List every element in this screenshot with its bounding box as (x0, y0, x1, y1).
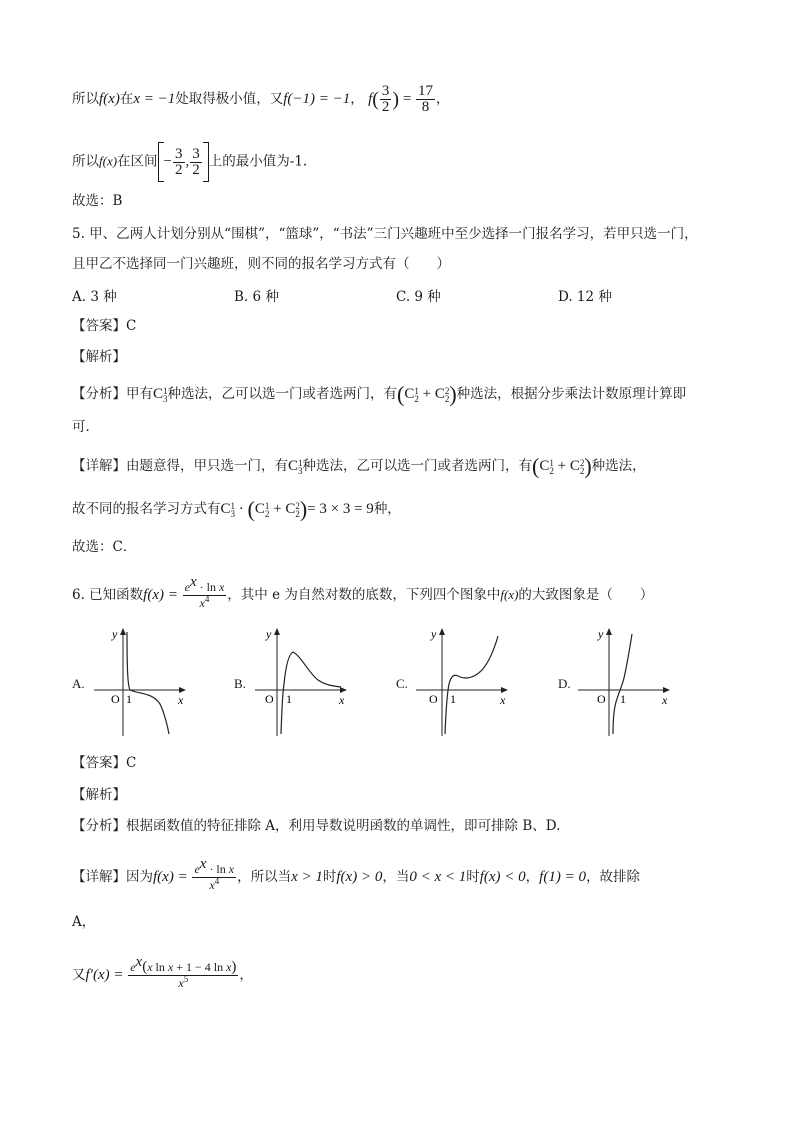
axis-x-label: x (339, 693, 345, 707)
text: 所以 (72, 91, 99, 107)
paren: ( (247, 496, 255, 522)
math-x-gt-1: x > 1 (291, 869, 323, 885)
option-d: D. 12 种 (558, 289, 612, 305)
detail-6-line-1: 【详解】因为f(x) = $\frac{e^x \cdot \ln x}{x^4}$ ，所以当x > 1时f(x) > 0，当0 < x < 1时f(x) < 0，f(1) = 0，故排除 (72, 856, 640, 892)
paren: ( (372, 88, 379, 111)
option-a: A. 3 种 (72, 289, 117, 305)
combination-c21: C 1 2 (539, 457, 554, 476)
fraction-derivative: $\frac{e^x(x \ln x + 1 - 4 \ln x)}{x^5}$ (130, 954, 237, 990)
text: ， (350, 91, 364, 107)
math-fx: f(x) (99, 91, 120, 107)
text: 在 (119, 91, 134, 107)
text: 处取得极小值，又 (175, 91, 284, 107)
minus: − (163, 153, 173, 170)
combination-c31: C 1 3 (153, 385, 168, 404)
graph-label-d: D. (558, 676, 571, 691)
origin-label: O (429, 692, 438, 706)
paren: ) (299, 496, 308, 522)
tick-1: 1 (450, 692, 456, 706)
text-line-1 (72, 84, 450, 115)
combination-c22: C 2 2 (569, 457, 585, 476)
graph-label-b: B. (234, 676, 246, 691)
equals: = (399, 91, 416, 107)
fraction-ex-lnx-x4: $\frac{e^x \cdot \ln x}{x^4}$ (184, 574, 225, 610)
axis-x-label: x (500, 693, 506, 707)
paren: ( (532, 453, 540, 479)
fraction-3-2: $\frac{3}{2}$ (381, 83, 390, 115)
option-c: C. 9 种 (396, 289, 441, 305)
detail-5-line-1: 【详解】由题意得，甲只选一门，有C 1 3 种选法，乙可以选一门或者选两门，有(C 1 2 + C 2 2 )种选法， (72, 453, 646, 479)
question-5-line-1: 5. 甲、乙两人计划分别从“围棋”，“篮球”，“书法”三门兴趣班中至少选择一门报名学习，若甲只选一门， (72, 226, 698, 242)
axis-y-label: y (598, 627, 604, 641)
origin-label: O (111, 692, 120, 706)
tick-1: 1 (620, 692, 626, 706)
combination-c22: C 2 2 (285, 500, 300, 519)
math-f1-eq-0: f(1) = 0 (539, 869, 586, 885)
axis-x-label: x (662, 693, 668, 707)
text: 上的最小值为 (208, 153, 290, 170)
text-line-2 (72, 142, 307, 182)
detail-5-line-2: 故不同的报名学习方式有C 1 3 · (C 1 2 + C 2 2 )= 3 × 3 = 9种， (72, 496, 401, 522)
origin-label: O (265, 692, 274, 706)
math-fx-lt-0: f(x) < 0 (479, 869, 526, 885)
text: ， (436, 91, 450, 107)
graph-c (414, 624, 514, 740)
tick-1: 1 (126, 692, 132, 706)
fraction-17-8: $\frac{17}{8}$ (418, 83, 434, 115)
paren: ( (397, 381, 405, 407)
math-f-m1: f(−1) = −1 (283, 91, 351, 107)
fraction-ex-lnx-x4: $\frac{e^x \cdot \ln x}{x^4}$ (194, 856, 235, 892)
combination-c31: C 1 3 (220, 500, 236, 519)
paren: ) (392, 88, 400, 111)
fraction-3-2: $\frac{3}{2}$ (192, 145, 200, 178)
axis-y-label: y (266, 627, 272, 641)
text: 所以 (72, 153, 99, 170)
plus: + (269, 501, 286, 517)
equation: = 3 × 3 = 9 (307, 501, 374, 517)
graph-label-c: C. (396, 676, 408, 691)
origin-label: O (597, 692, 606, 706)
analysis-6-heading: 【解析】 (72, 787, 126, 803)
graph-label-a: A. (72, 676, 85, 691)
axis-y-label: y (431, 627, 437, 641)
plus: + (418, 386, 435, 402)
plus: + (553, 458, 570, 474)
text: -1. (289, 153, 308, 170)
comma: , (185, 153, 190, 170)
combination-c22: C 2 2 (434, 385, 450, 404)
axis-x-label: x (178, 693, 184, 707)
math-fx: f(x) (99, 153, 118, 169)
math-f: f (368, 91, 373, 107)
combination-c31: C 1 3 (288, 457, 303, 476)
tick-1: 1 (286, 692, 292, 706)
analysis-6: 【分析】根据函数值的特征排除 A，利用导数说明函数的单调性，即可排除 B、D. (72, 818, 561, 834)
fraction-3-2: $\frac{3}{2}$ (175, 145, 183, 178)
math-fx: f(x) = (153, 869, 192, 885)
dot: · (235, 501, 248, 517)
choice-5: 故选：C． (72, 539, 137, 555)
paren: ) (449, 381, 457, 407)
answer-6: 【答案】C (72, 755, 137, 771)
analysis-5-line-2: 可． (72, 419, 99, 435)
math-range: 0 < x < 1 (409, 869, 467, 885)
question-5-line-2: 且甲乙不选择同一门兴趣班，则不同的报名学习方式有（ ） (72, 256, 450, 272)
graph-a (92, 624, 192, 740)
math-fx: f(x) (500, 587, 519, 602)
math-x-eq: x = −1 (133, 91, 176, 107)
axis-y-label: y (112, 627, 118, 641)
analysis-5-line-1: 【分析】甲有C 1 3 种选法，乙可以选一门或者选两门，有(C 1 2 + C 2 2 )种选法，根据分步乘法计数原理计算即 (72, 381, 687, 407)
analysis-5-heading: 【解析】 (72, 349, 126, 365)
graph-d (576, 624, 676, 740)
graph-b (253, 624, 353, 740)
detail-6-line-2: A， (72, 914, 96, 930)
answer-5: 【答案】C (72, 318, 137, 334)
combination-c21: C 1 2 (404, 385, 419, 404)
detail-6-line-3: 又f′(x) = $\frac{e^x(x \ln x + 1 - 4 \ln x)}{x^5}$ ， (72, 954, 253, 990)
text-line-3: 故选：B (72, 193, 123, 209)
math-fx: f(x) = (143, 587, 182, 603)
question-6: 6. 已知函数f(x) = $\frac{e^x \cdot \ln x}{x^4}$ ，其中 e 为自然对数的底数，下列四个图象中f(x)的大致图象是（ ） (72, 574, 654, 610)
paren: ) (584, 453, 592, 479)
math-fx-gt-0: f(x) > 0 (336, 869, 383, 885)
option-b: B. 6 种 (234, 289, 279, 305)
math-fprime: f′(x) = (85, 967, 128, 983)
text: 在区间 (117, 153, 158, 170)
combination-c21: C 1 2 (254, 500, 270, 519)
